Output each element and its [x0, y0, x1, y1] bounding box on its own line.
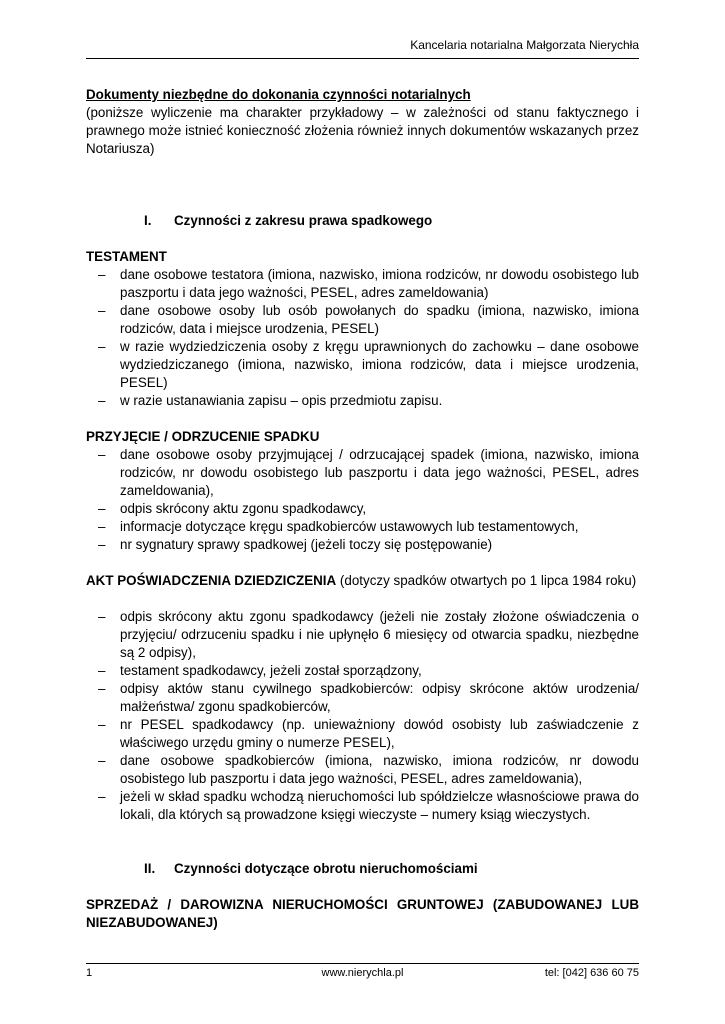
list-item: – dane osobowe osoby przyjmującej / odrzucającej spadek (imiona, nazwisko, imiona rodziców, nr dowodu osobistego lub paszportu i data jego ważności, PESEL, adres zameldowania),	[86, 446, 639, 500]
akt-list	[86, 608, 639, 824]
section-2-number: II.	[144, 861, 156, 876]
intro-note: (poniższe wyliczenie ma charakter przykładowy – w zależności od stanu faktycznego i prawnego może istnieć konieczność złożenia również innych dokumentów wskazanych przez Notariusza)	[86, 105, 639, 156]
list-item: – w razie ustanawiania zapisu – opis przedmiotu zapisu.	[86, 392, 639, 410]
akt-heading: AKT POŚWIADCZENIA DZIEDZICZENIA	[86, 573, 337, 588]
section-1-number: I.	[144, 213, 152, 228]
testament-list	[86, 266, 639, 410]
page-footer	[86, 966, 639, 981]
document-title: Dokumenty niezbędne do dokonania czynności notarialnych	[86, 87, 471, 102]
list-item: – testament spadkodawcy, jeżeli został sporządzony,	[86, 662, 639, 680]
list-item: – odpis skrócony aktu zgonu spadkodawcy,	[86, 500, 639, 518]
section-1-title: Czynności z zakresu prawa spadkowego	[174, 213, 433, 228]
footer-phone: tel: [042] 636 60 75	[544, 967, 639, 979]
list-item: – nr sygnatury sprawy spadkowej (jeżeli toczy się postępowanie)	[86, 536, 639, 554]
akt-note: (dotyczy spadków otwartych po 1 lipca 1984 roku)	[336, 573, 637, 588]
list-item: – informacje dotyczące kręgu spadkobierców ustawowych lub testamentowych,	[86, 518, 639, 536]
list-item: – dane osobowe osoby lub osób powołanych do spadku (imiona, nazwisko, imiona rodziców, data i miejsce urodzenia, PESEL)	[86, 302, 639, 338]
footer-website: www.nierychla.pl	[321, 967, 404, 979]
list-item: – dane osobowe testatora (imiona, nazwisko, imiona rodziców, nr dowodu osobistego lub paszportu i data jego ważności, PESEL, adres zameldowania)	[86, 266, 639, 302]
section-1-heading	[86, 212, 639, 230]
list-item: – dane osobowe spadkobierców (imiona, nazwisko, imiona rodziców, nr dowodu osobistego lub paszportu i data jego ważności, PESEL, adres zameldowania),	[86, 752, 639, 788]
sprzedaz-heading: SPRZEDAŻ / DAROWIZNA NIERUCHOMOŚCI GRUNTOWEJ (ZABUDOWANEJ LUB NIEZABUDOWANEJ)	[86, 897, 639, 930]
list-item: – odpisy aktów stanu cywilnego spadkobierców: odpisy skrócone aktów urodzenia/ małżeństwa/ zgonu spadkobierców,	[86, 680, 639, 716]
header-divider	[86, 58, 639, 59]
section-2-heading	[86, 860, 639, 878]
page-header: Kancelaria notarialna Małgorzata Nierychła	[410, 38, 639, 52]
list-item: – w razie wydziedziczenia osoby z kręgu uprawnionych do zachowku – dane osobowe wydziedziczanego (imiona, nazwisko, imiona rodziców, data i miejsce urodzenia, PESEL)	[86, 338, 639, 392]
list-item: – nr PESEL spadkodawcy (np. unieważniony dowód osobisty lub zaświadczenie z właściwego urzędu gminy o numerze PESEL),	[86, 716, 639, 752]
list-item: – odpis skrócony aktu zgonu spadkodawcy (jeżeli nie zostały złożone oświadczenia o przyjęciu/ odrzuceniu spadku i nie upłynęło 6 miesięcy od otwarcia spadku, niezbędne są 2 odpisy),	[86, 608, 639, 662]
list-item: – jeżeli w skład spadku wchodzą nieruchomości lub spółdzielcze własnościowe prawa do lokali, dla których są prowadzone księgi wieczyste – numery ksiąg wieczystych.	[86, 788, 639, 824]
page-number: 1	[86, 967, 93, 979]
przyjecie-heading: PRZYJĘCIE / ODRZUCENIE SPADKU	[86, 429, 320, 444]
footer-divider	[86, 963, 639, 964]
akt-heading-line	[86, 572, 639, 590]
testament-heading: TESTAMENT	[86, 249, 167, 264]
section-2-title: Czynności dotyczące obrotu nieruchomościami	[174, 861, 478, 876]
document-body	[86, 86, 639, 932]
przyjecie-list	[86, 446, 639, 554]
